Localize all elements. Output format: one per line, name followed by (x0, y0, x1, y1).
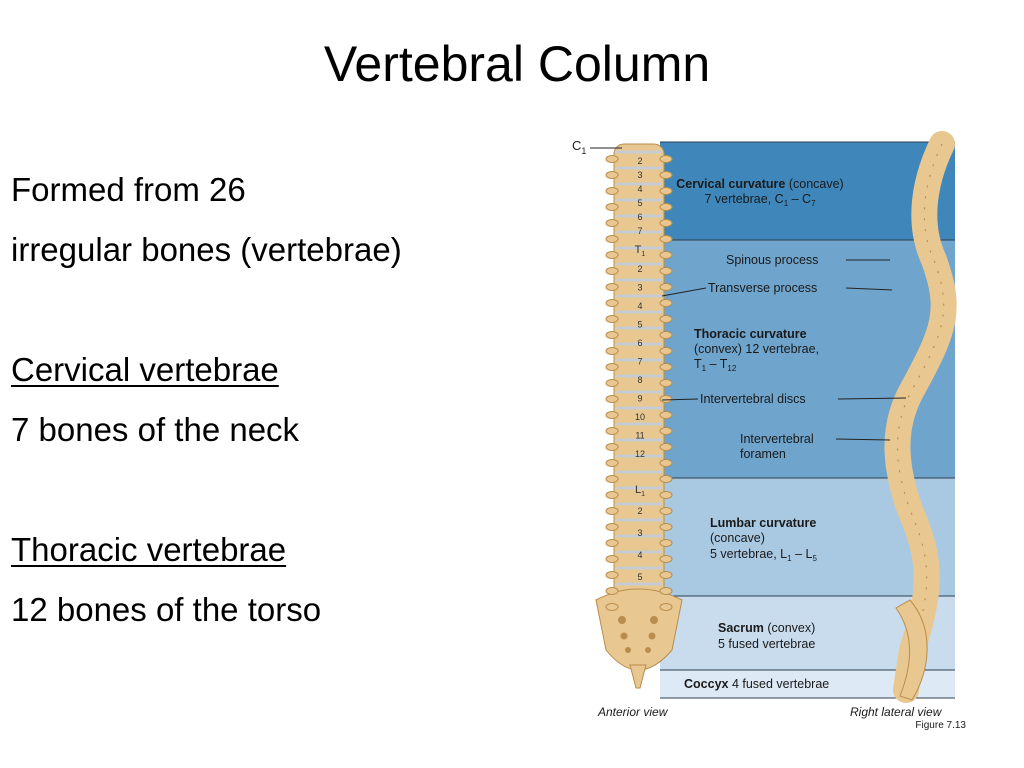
transverse-process-shape (606, 508, 618, 515)
transverse-process-shape (606, 476, 618, 483)
sacrum-label: Sacrum (convex) (718, 621, 816, 635)
l1-label: $L_1$ (634, 484, 646, 498)
thoracic-curvature-label: Thoracic curvature (694, 327, 807, 341)
transverse-process-shape (606, 604, 618, 611)
transverse-process-shape (660, 524, 672, 531)
transverse-process-shape (660, 540, 672, 547)
lumbar-concave-label: (concave) (710, 531, 765, 545)
transverse-process-shape (606, 428, 618, 435)
lumbar-number-label: 3 (637, 528, 643, 538)
lumbar-curvature-label: Lumbar curvature (710, 516, 817, 530)
thoracic-number-label: 3 (637, 282, 643, 293)
transverse-process-shape (660, 332, 672, 339)
transverse-process-shape (660, 556, 672, 563)
transverse-process-shape (660, 204, 672, 211)
transverse-process-shape (606, 380, 618, 387)
thoracic-vertebrae-label: (convex) 12 vertebrae, (694, 342, 820, 356)
thoracic-number-label: 4 (637, 301, 643, 311)
transverse-process-shape (606, 300, 618, 307)
figure-number: Figure 7.13 (915, 720, 966, 730)
thoracic-number-label: 6 (637, 338, 643, 348)
transverse-process-shape (660, 172, 672, 179)
transverse-process-shape (660, 476, 672, 483)
cervical-vertebrae-label: 7 vertebrae, $C_1 - C_7$ (704, 192, 816, 208)
cervical-number-label: 5 (637, 198, 643, 208)
lumbar-number-label: 2 (637, 506, 643, 516)
lumbar-vertebrae-label: 5 vertebrae, $L_1 - L_5$ (710, 547, 817, 563)
cervical-number-label: 3 (637, 170, 643, 180)
transverse-process-shape (606, 524, 618, 531)
sacrum-fused-label: 5 fused vertebrae (718, 637, 816, 651)
coccyx-label: Coccyx 4 fused vertebrae (684, 677, 830, 691)
transverse-process-shape (660, 396, 672, 403)
vertebral-column-figure (560, 130, 980, 730)
transverse-process-shape (660, 380, 672, 387)
transverse-process-shape (606, 412, 618, 419)
transverse-process-shape (606, 220, 618, 227)
transverse-process-shape (606, 252, 618, 259)
transverse-process-shape (660, 428, 672, 435)
transverse-process-shape (660, 412, 672, 419)
transverse-process-shape (660, 156, 672, 163)
transverse-process-shape (660, 300, 672, 307)
transverse-process-shape (660, 348, 672, 355)
heading-thoracic-vertebrae: Thoracic vertebrae (11, 531, 287, 568)
body-line-neck: 7 bones of the neck (11, 411, 300, 448)
thoracic-number-label: 12 (634, 449, 646, 459)
transverse-process-shape (606, 556, 618, 563)
transverse-process-shape (606, 572, 618, 579)
transverse-process-shape (660, 508, 672, 515)
thoracic-number-label: 10 (634, 412, 646, 422)
transverse-process-shape (660, 460, 672, 467)
thoracic-number-label: 2 (637, 264, 643, 274)
lumbar-number-label: 4 (637, 550, 643, 560)
transverse-process-shape (660, 316, 672, 323)
transverse-process-shape (660, 220, 672, 227)
cervical-curvature-label: Cervical curvature (concave) (676, 177, 844, 191)
body-line-irregular-bones: irregular bones (vertebrae) (11, 231, 402, 268)
transverse-process-shape (606, 156, 618, 163)
cervical-number-label: 4 (637, 184, 643, 194)
spinous-process-label: Spinous process (726, 253, 819, 267)
transverse-process-shape (606, 492, 618, 499)
anterior-coccyx (630, 665, 646, 688)
transverse-process-shape (660, 588, 672, 595)
transverse-process-shape (660, 284, 672, 291)
transverse-process-shape (606, 236, 618, 243)
transverse-process-shape (660, 252, 672, 259)
c1-label: $C_1$ (572, 138, 587, 156)
transverse-process-shape (606, 268, 618, 275)
transverse-process-shape (606, 332, 618, 339)
transverse-process-shape (606, 396, 618, 403)
transverse-process-shape (606, 172, 618, 179)
body-line-torso: 12 bones of the torso (11, 591, 322, 628)
cervical-number-label: 6 (637, 212, 643, 222)
transverse-process-shape (606, 204, 618, 211)
slide-title: Vertebral Column (323, 36, 711, 92)
transverse-process-shape (660, 572, 672, 579)
transverse-process-shape (606, 460, 618, 467)
thoracic-number-label: 9 (637, 393, 643, 404)
transverse-process-shape (660, 604, 672, 611)
band-cervical (660, 142, 955, 240)
transverse-process-shape (660, 492, 672, 499)
body-line-formed: Formed from 26 (11, 171, 246, 208)
transverse-process-shape (660, 236, 672, 243)
thoracic-number-label: 8 (637, 375, 643, 385)
intervertebral-foramen-label-1: Intervertebral (740, 432, 814, 446)
heading-cervical-vertebrae: Cervical vertebrae (11, 351, 279, 388)
thoracic-number-label: 7 (637, 356, 643, 367)
transverse-process-shape (606, 284, 618, 291)
anterior-view-label: Anterior view (598, 705, 668, 719)
transverse-process-shape (660, 444, 672, 451)
transverse-process-label: Transverse process (708, 281, 818, 295)
intervertebral-discs-label: Intervertebral discs (700, 392, 806, 406)
transverse-process-shape (606, 348, 618, 355)
transverse-process-shape (606, 316, 618, 323)
thoracic-number-label: 11 (635, 430, 645, 441)
t1-label: $T_1$ (634, 244, 646, 258)
transverse-process-shape (606, 540, 618, 547)
transverse-process-shape (606, 588, 618, 595)
cervical-number-label: 2 (637, 156, 643, 166)
transverse-process-shape (660, 364, 672, 371)
cervical-number-label: 7 (637, 226, 643, 236)
intervertebral-foramen-label-2: foramen (740, 447, 786, 461)
lumbar-number-label: 5 (637, 572, 643, 582)
transverse-process-shape (606, 364, 618, 371)
transverse-process-shape (660, 268, 672, 275)
transverse-process-shape (660, 188, 672, 195)
right-lateral-view-label: Right lateral view (850, 705, 942, 719)
transverse-process-shape (606, 188, 618, 195)
thoracic-number-label: 5 (637, 319, 643, 330)
thoracic-range-label: $T_1 - T_{12}$ (694, 357, 737, 373)
transverse-process-shape (606, 444, 618, 451)
